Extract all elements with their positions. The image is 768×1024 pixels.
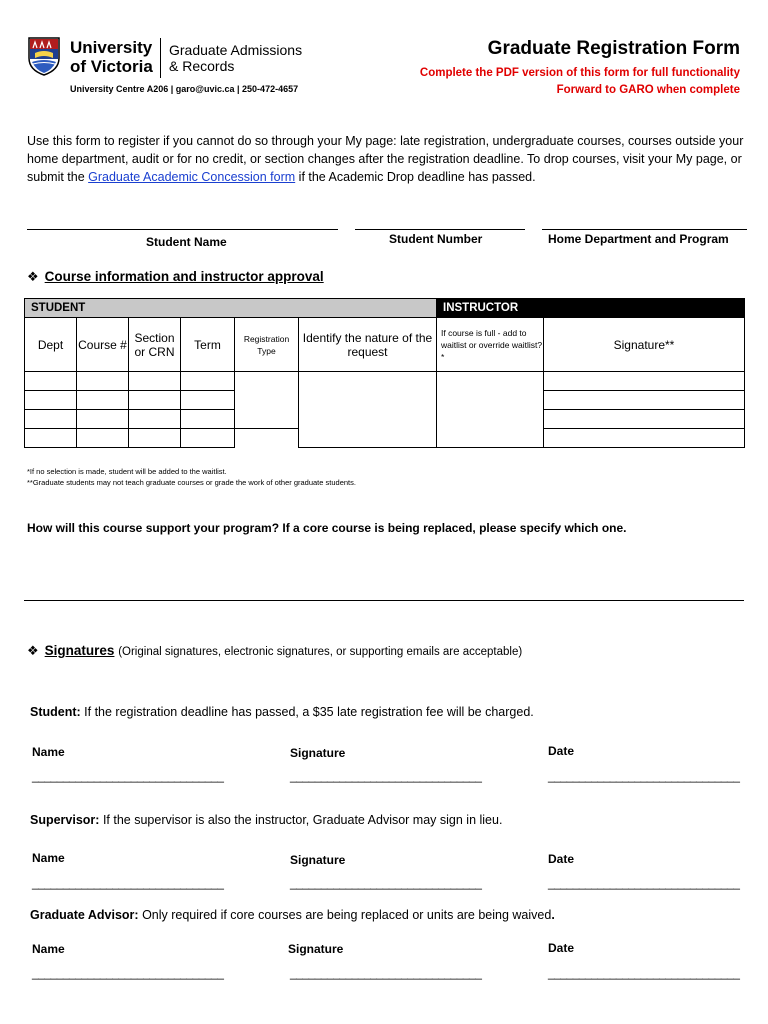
pdf-notice: Complete the PDF version of this form for full functionality: [419, 67, 740, 79]
intro-text: Use this form to register if you cannot do so through your My page: late registration, undergraduate courses, courses outside your home department, audit or for no credit, or section changes after the registration deadline. To drop courses, visit your My page, or submit the: [27, 134, 744, 184]
reg-type-cell-empty: [235, 429, 299, 448]
nature-cell[interactable]: [299, 372, 437, 448]
reg-type-cell[interactable]: [235, 372, 299, 429]
supervisor-date-field[interactable]: _______________________________: [548, 876, 740, 890]
signature-cell[interactable]: [544, 372, 745, 391]
table-footnotes: [27, 466, 356, 488]
student-date-field[interactable]: _______________________________: [548, 769, 740, 783]
student-name-line[interactable]: [27, 229, 338, 230]
university-name-line1: University: [70, 38, 153, 57]
advisor-date-field[interactable]: _______________________________: [548, 966, 740, 980]
col-term: Term: [181, 318, 235, 372]
col-nature: Identify the nature of the request: [299, 318, 437, 372]
logo-divider: [160, 38, 161, 78]
waitlist-cell[interactable]: [437, 372, 544, 448]
table-row: [25, 372, 745, 391]
signatures-note: (Original signatures, electronic signatures, or supporting emails are acceptable): [118, 646, 523, 658]
student-name-label: Name: [32, 745, 65, 759]
advisor-name-field[interactable]: _______________________________: [32, 966, 224, 980]
advisor-role-period: .: [551, 908, 555, 922]
col-reg-type: [235, 318, 299, 372]
course-section-title: Course information and instructor approval: [44, 269, 324, 284]
supervisor-name-label: Name: [32, 851, 65, 865]
contact-info: University Centre A206 | garo@uvic.ca | 250-472-4657: [70, 84, 299, 94]
signature-cell[interactable]: [544, 391, 745, 410]
intro-text-end: if the Academic Drop deadline has passed.: [295, 170, 536, 184]
supervisor-name-field[interactable]: _______________________________: [32, 876, 224, 890]
program-question: How will this course support your program? If a core course is being replaced, please specify which one.: [27, 521, 627, 535]
course-cell[interactable]: [77, 410, 129, 429]
student-role-label: Student:: [30, 705, 81, 719]
dept-cell[interactable]: [25, 429, 77, 448]
advisor-role-text: Only required if core courses are being replaced or units are being waived: [138, 908, 552, 922]
department-name: [169, 42, 302, 74]
student-signature-field[interactable]: _______________________________: [290, 769, 482, 783]
diamond-bullet-icon: ❖: [27, 643, 39, 658]
footnote-teaching: **Graduate students may not teach graduate courses or grade the work of other graduate students.: [27, 478, 356, 487]
signatures-heading: [27, 643, 522, 659]
program-answer-line[interactable]: [24, 600, 744, 601]
instructor-header: INSTRUCTOR: [437, 299, 745, 318]
intro-paragraph: [27, 132, 747, 186]
col-waitlist: If course is full - add to waitlist or override waitlist?*: [437, 318, 544, 372]
section-cell[interactable]: [129, 391, 181, 410]
university-name: [70, 38, 153, 76]
program-line[interactable]: [542, 229, 747, 230]
student-name-field[interactable]: _______________________________: [32, 769, 224, 783]
supervisor-signature-label: Signature: [290, 853, 346, 867]
forward-notice: Forward to GARO when complete: [556, 84, 740, 96]
supervisor-signature-field[interactable]: _______________________________: [290, 876, 482, 890]
dept-cell[interactable]: [25, 391, 77, 410]
university-name-line2: of Victoria: [70, 57, 153, 76]
advisor-date-label: Date: [548, 941, 575, 955]
signatures-title: Signatures: [44, 643, 115, 658]
diamond-bullet-icon: ❖: [27, 269, 39, 284]
section-cell[interactable]: [129, 429, 181, 448]
student-number-label: Student Number: [389, 232, 483, 246]
advisor-name-label: Name: [32, 942, 65, 956]
supervisor-date-label: Date: [548, 852, 575, 866]
col-course-num: Course #: [77, 318, 129, 372]
concession-form-link[interactable]: Graduate Academic Concession form: [88, 170, 296, 184]
term-cell[interactable]: [181, 410, 235, 429]
term-cell[interactable]: [181, 372, 235, 391]
course-section-heading: [27, 269, 324, 285]
dept-cell[interactable]: [25, 410, 77, 429]
footnote-waitlist: *If no selection is made, student will be added to the waitlist.: [27, 467, 227, 476]
student-name-label: Student Name: [146, 235, 227, 249]
advisor-signature-field[interactable]: _______________________________: [290, 966, 482, 980]
dept-cell[interactable]: [25, 372, 77, 391]
section-cell[interactable]: [129, 410, 181, 429]
section-cell[interactable]: [129, 372, 181, 391]
supervisor-role-label: Supervisor:: [30, 813, 100, 827]
col-section: Section or CRN: [129, 318, 181, 372]
supervisor-role-text: If the supervisor is also the instructor, Graduate Advisor may sign in lieu.: [99, 813, 503, 827]
col-signature: Signature**: [544, 318, 745, 372]
department-name-line2: & Records: [169, 58, 235, 74]
program-label: Home Department and Program: [548, 232, 729, 246]
term-cell[interactable]: [181, 429, 235, 448]
col-reg-type-line1: Registration: [243, 333, 290, 344]
student-role-text: If the registration deadline has passed, a $35 late registration fee will be charged.: [80, 705, 534, 719]
signature-cell[interactable]: [544, 410, 745, 429]
advisor-role-label: Graduate Advisor:: [30, 908, 139, 922]
student-date-label: Date: [548, 744, 575, 758]
department-name-line1: Graduate Admissions: [169, 42, 303, 58]
course-cell[interactable]: [77, 391, 129, 410]
course-table: [24, 298, 745, 448]
student-number-line[interactable]: [355, 229, 525, 230]
course-cell[interactable]: [77, 429, 129, 448]
advisor-signature-label: Signature: [288, 942, 344, 956]
col-dept: Dept: [25, 318, 77, 372]
university-crest-logo: [27, 36, 61, 76]
supervisor-signature-instructions: [30, 813, 502, 827]
student-signature-label: Signature: [290, 746, 346, 760]
advisor-signature-instructions: [30, 908, 555, 922]
course-cell[interactable]: [77, 372, 129, 391]
form-title: Graduate Registration Form: [487, 38, 740, 59]
student-signature-instructions: [30, 705, 534, 719]
term-cell[interactable]: [181, 391, 235, 410]
student-header: STUDENT: [25, 299, 437, 318]
col-reg-type-line2: Type: [257, 345, 276, 356]
signature-cell[interactable]: [544, 429, 745, 448]
